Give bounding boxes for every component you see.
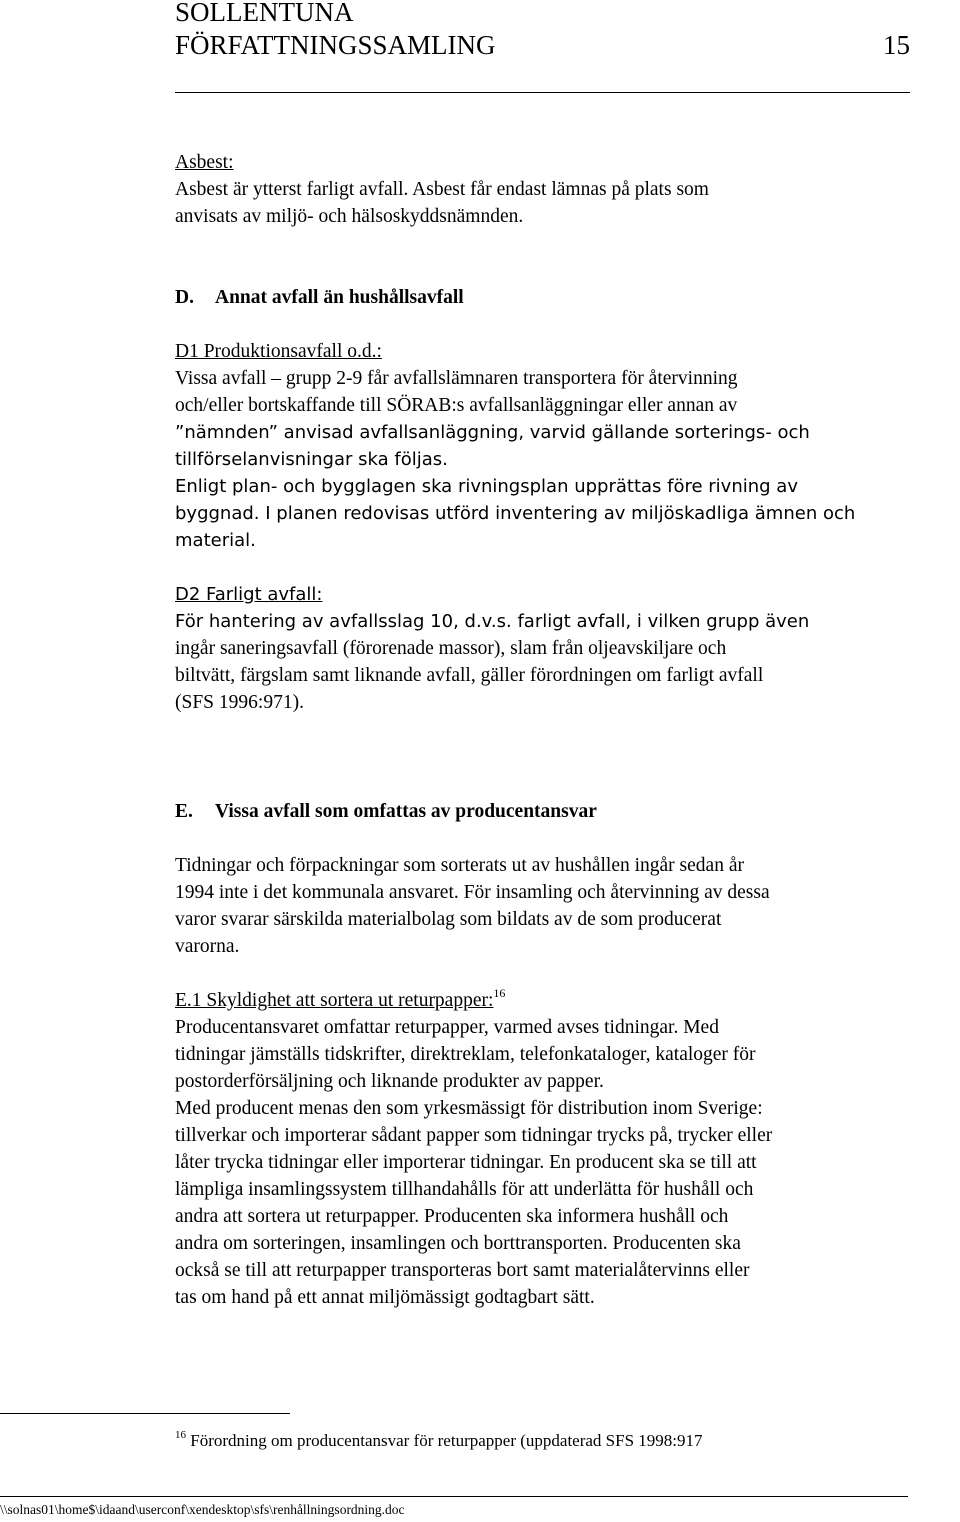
header-title-line2: FÖRFATTNINGSSAMLING [175, 30, 496, 60]
d1-line: material. [175, 530, 256, 551]
d2-line: (SFS 1996:971). [175, 692, 304, 713]
e1-line: andra att sortera ut returpapper. Producenten ska informera hushåll och [175, 1206, 729, 1227]
footnote-number: 16 [175, 1429, 186, 1441]
section-e-line: 1994 inte i det kommunala ansvaret. För insamling och återvinning av dessa [175, 882, 770, 903]
footnote-ref: 16 [493, 986, 506, 1000]
section-e-label: E. [175, 801, 193, 822]
e1-line: Med producent menas den som yrkesmässigt för distribution inom Sverige: [175, 1098, 763, 1119]
e1-line: tidningar jämställs tidskrifter, direktreklam, telefonkataloger, kataloger för [175, 1044, 756, 1065]
e1-line: andra om sorteringen, insamlingen och borttransporten. Producenten ska [175, 1233, 741, 1254]
e1-line: tas om hand på ett annat miljömässigt godtagbart sätt. [175, 1287, 595, 1308]
page-number: 15 [883, 30, 910, 60]
d1-line: och/eller bortskaffande till SÖRAB:s avfallsanläggningar eller annan av [175, 395, 738, 416]
d2-line: biltvätt, färgslam samt liknande avfall, gäller förordningen om farligt avfall [175, 665, 764, 686]
header-title-line1: SOLLENTUNA [175, 0, 354, 27]
section-d-title [175, 284, 915, 311]
section-e-title-text: Vissa avfall som omfattas av producentansvar [215, 801, 597, 822]
e1-line: lämpliga insamlingssystem tillhandahålls för att underlätta för hushåll och [175, 1179, 754, 1200]
e1-line: tillverkar och importerar sådant papper som tidningar trycks på, trycker eller [175, 1125, 773, 1146]
section-e-line: varor svarar särskilda materialbolag som bildats av de som producerat [175, 909, 722, 930]
e1-heading-text: E.1 Skyldighet att sortera ut returpapper: [175, 990, 494, 1011]
d1-line: tillförselanvisningar ska följas. [175, 449, 448, 470]
e1-line: Producentansvaret omfattar returpapper, varmed avses tidningar. Med [175, 1017, 719, 1038]
footnote-separator [0, 1413, 290, 1414]
section-e-title [175, 798, 915, 825]
footnote-text: Förordning om producentansvar för returpapper (uppdaterad SFS 1998:917 [190, 1431, 703, 1450]
d1-heading: D1 Produktionsavfall o.d.: [175, 341, 382, 362]
footer-separator [0, 1496, 908, 1497]
e1-heading [175, 987, 915, 1014]
asbest-line: anvisats av miljö- och hälsoskyddsnämnden. [175, 206, 524, 227]
d1-line: Enligt plan- och bygglagen ska rivningsplan upprättas före rivning av [175, 476, 798, 497]
footnote [175, 1428, 703, 1454]
d1-line: Vissa avfall – grupp 2-9 får avfallslämnaren transportera för återvinning [175, 368, 738, 389]
e1-line: låter trycka tidningar eller importerar tidningar. En producent ska se till att [175, 1152, 757, 1173]
page-header [175, 0, 910, 93]
d2-line: För hantering av avfallsslag 10, d.v.s. farligt avfall, i vilken grupp även [175, 611, 810, 632]
section-e-line: varorna. [175, 936, 240, 957]
d2-line: ingår saneringsavfall (förorenade massor), slam från oljeavskiljare och [175, 638, 727, 659]
e1-line: postorderförsäljning och liknande produkter av papper. [175, 1071, 604, 1092]
d2-heading: D2 Farligt avfall: [175, 584, 323, 605]
section-d-title-text: Annat avfall än hushållsavfall [215, 287, 464, 308]
d1-line: byggnad. I planen redovisas utförd inventering av miljöskadliga ämnen och [175, 503, 856, 524]
d1-line: ”nämnden” anvisad avfallsanläggning, varvid gällande sorterings- och [175, 422, 810, 443]
section-e-line: Tidningar och förpackningar som sorterats ut av hushållen ingår sedan år [175, 855, 744, 876]
asbest-heading: Asbest: [175, 152, 234, 173]
document-body [175, 149, 915, 1311]
e1-line: också se till att returpapper transporteras bort samt materialåtervinns eller [175, 1260, 750, 1281]
asbest-line: Asbest är ytterst farligt avfall. Asbest får endast lämnas på plats som [175, 179, 709, 200]
footer-file-path: \\solnas01\home$\idaand\userconf\xendesktop\sfs\renhållningsordning.doc [0, 1502, 405, 1517]
section-d-label: D. [175, 287, 194, 308]
